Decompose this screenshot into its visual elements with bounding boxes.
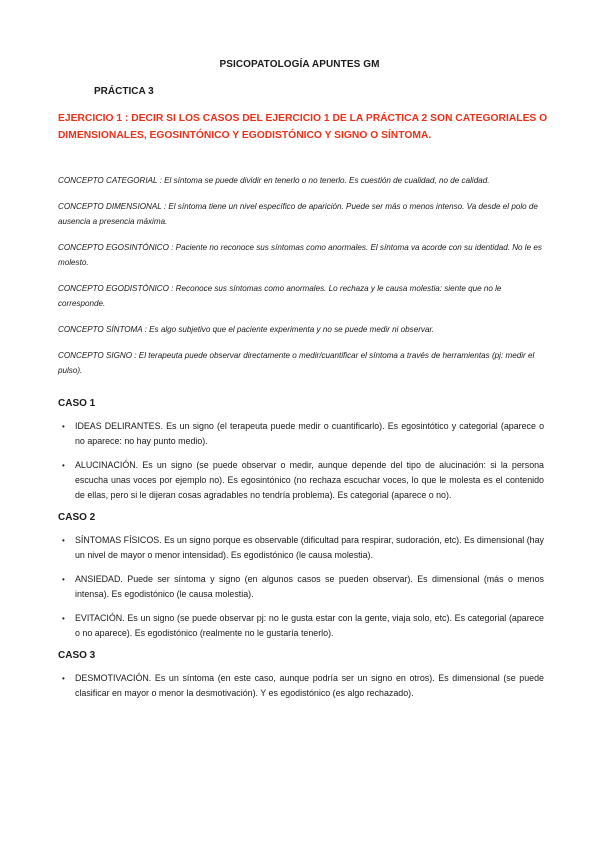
- case-2-list: [58, 533, 544, 641]
- list-item: • ANSIEDAD. Puede ser síntoma y signo (en algunos casos se pueden observar). Es dimensional (más o menos intensa). Es egodistónico (le causa molestia).: [62, 574, 544, 599]
- bullet-icon: •: [62, 674, 65, 683]
- concept-categorial: CONCEPTO CATEGORIAL : El síntoma se puede dividir en tenerlo o no tenerlo. Es cuestión de cualidad, no de calidad.: [58, 176, 490, 186]
- list-item: • SÍNTOMAS FÍSICOS. Es un signo porque es observable (dificultad para respirar, sudoración, etc). Es dimensional (hay un nivel de mayor o menor intensidad). Es egodistónico (le causa molestia).: [62, 535, 544, 560]
- case-heading-2: CASO 2: [58, 512, 96, 523]
- case-heading-1: CASO 1: [58, 398, 96, 409]
- concept-egosintonico: CONCEPTO EGOSINTÓNICO : Paciente no reconoce sus síntomas como anormales. El síntoma va acorde con su identidad. No le es molesto.: [58, 243, 542, 268]
- concept-dimensional: CONCEPTO DIMENSIONAL : El síntoma tiene un nivel específico de aparición. Puede ser más o menos intenso. Va desde el polo de ausencia a presencia máxima.: [58, 202, 538, 227]
- list-item: • EVITACIÓN. Es un signo (se puede observar pj: no le gusta estar con la gente, viaja solo, etc). Es categorial (aparece o no aparece). Es egodistónico (realmente no le gustaría tenerlo).: [62, 613, 544, 638]
- concept-sintoma: CONCEPTO SÍNTOMA : Es algo subjetivo que el paciente experimenta y no se puede medir ni observar.: [58, 325, 435, 335]
- case-3-list: [58, 671, 544, 701]
- concept-definitions: [58, 165, 546, 389]
- bullet-icon: •: [62, 422, 65, 431]
- list-item: • DESMOTIVACIÓN. Es un síntoma (en este caso, aunque podría ser un signo en otros). Es dimensional (se puede clasificar en mayor o menor la desmotivación). Y es egodistónico (es algo rechazado).: [62, 673, 544, 698]
- document-title: PSICOPATOLOGÍA APUNTES GM: [219, 59, 380, 70]
- practice-label: PRÁCTICA 3: [94, 86, 154, 97]
- case-heading-3: CASO 3: [58, 650, 96, 661]
- list-item: • IDEAS DELIRANTES. Es un signo (el terapeuta puede medir o cuantificarlo). Es egosintótico y categorial (aparece o no aparece: no hay punto medio).: [62, 421, 544, 446]
- bullet-icon: •: [62, 614, 65, 623]
- concept-signo: CONCEPTO SIGNO : El terapeuta puede observar directamente o medir/cuantificar el síntoma a través de herramientas (pj: medir el pulso).: [58, 351, 535, 376]
- concept-egodistonico: CONCEPTO EGODISTÓNICO : Reconoce sus síntomas como anormales. Lo rechaza y le causa molestia: siente que no le corresponde.: [58, 284, 502, 309]
- case-1-list: [58, 419, 544, 503]
- cases-section: [58, 398, 544, 710]
- list-item: • ALUCINACIÓN. Es un signo (se puede observar o medir, aunque depende del tipo de alucinación: si la persona escucha unas voces por ejemplo no). Es egosintónico (no rechaza escuchar voces, lo que le molesta es el contenido de ellas, pero si le dijeran cosas agradables no tendría problema). Es categorial (aparece o no).: [62, 460, 544, 500]
- exercise-heading: EJERCICIO 1 : DECIR SI LOS CASOS DEL EJERCICIO 1 DE LA PRÁCTICA 2 SON CATEGORIALES O DIMENSIONALES, EGOSINTÓNICO Y EGODISTÓNICO Y SIGNO O SÍNTOMA.: [58, 113, 548, 141]
- bullet-icon: •: [62, 575, 65, 584]
- bullet-icon: •: [62, 461, 65, 470]
- bullet-icon: •: [62, 536, 65, 545]
